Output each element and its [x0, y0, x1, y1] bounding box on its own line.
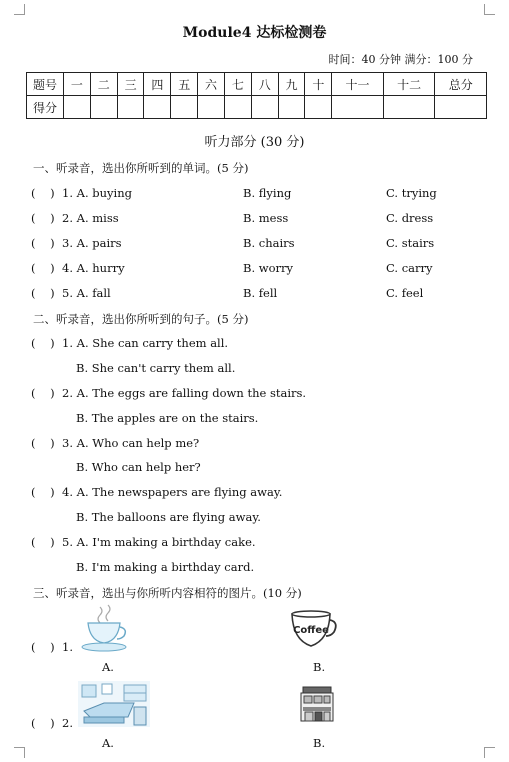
sentence-option-a: 1. A. She can carry them all.: [62, 336, 229, 350]
section2-heading: 二、听录音，选出你所听到的句子。(5 分): [33, 312, 249, 326]
time-info: 时间：40 分钟 满分：100 分: [328, 53, 473, 66]
section3-heading: 三、听录音，选出与你所听内容相符的图片。(10 分): [33, 586, 302, 600]
question-option-c: C. stairs: [386, 236, 435, 250]
score-input-cell[interactable]: [278, 96, 305, 119]
question-number: 2.: [62, 716, 73, 730]
question-option-c: C. dress: [386, 211, 434, 225]
corner-mark: [14, 4, 25, 15]
score-header-cell: 四: [144, 73, 171, 96]
sentence-option-b: B. The apples are on the stairs.: [76, 411, 259, 425]
score-input-cell[interactable]: [198, 96, 225, 119]
score-input-cell[interactable]: [171, 96, 198, 119]
score-header-cell: 三: [117, 73, 144, 96]
question-option-a: 5. A. fall: [62, 286, 111, 300]
sentence-option-b: B. I'm making a birthday card.: [76, 560, 255, 574]
score-header-cell: 一: [64, 73, 91, 96]
answer-paren[interactable]: ( ): [31, 535, 55, 549]
shop-building-image[interactable]: [299, 683, 335, 723]
score-header-row: [27, 73, 487, 96]
answer-paren[interactable]: ( ): [31, 436, 55, 450]
question-option-b: B. chairs: [243, 236, 295, 250]
score-input-cell[interactable]: [224, 96, 251, 119]
answer-paren[interactable]: ( ): [31, 640, 55, 654]
exam-title: Module4 达标检测卷: [182, 25, 327, 41]
corner-mark: [14, 747, 25, 758]
question-option-b: B. worry: [243, 261, 294, 275]
score-header-cell: 七: [224, 73, 251, 96]
coffee-text: Coffee: [293, 625, 329, 636]
score-input-cell[interactable]: [435, 96, 487, 119]
sentence-option-b: B. The balloons are flying away.: [76, 510, 261, 524]
score-header-cell: 十二: [383, 73, 435, 96]
score-value-row: [27, 96, 487, 119]
question-option-a: 4. A. hurry: [62, 261, 125, 275]
question-option-a: 3. A. pairs: [62, 236, 122, 250]
sentence-option-a: 4. A. The newspapers are flying away.: [62, 485, 283, 499]
score-input-cell[interactable]: [251, 96, 278, 119]
score-header-cell: 十: [305, 73, 332, 96]
question-option-a: 2. A. miss: [62, 211, 119, 225]
sentence-option-b: B. Who can help her?: [76, 460, 201, 474]
bedroom-image[interactable]: [78, 681, 150, 727]
coffee-cup-image[interactable]: [288, 608, 340, 652]
part-title: 听力部分 (30 分): [204, 135, 305, 150]
score-header-cell: 十一: [332, 73, 384, 96]
sentence-option-a: 2. A. The eggs are falling down the stairs.: [62, 386, 307, 400]
score-header-cell: 八: [251, 73, 278, 96]
score-input-cell[interactable]: [383, 96, 435, 119]
answer-paren[interactable]: ( ): [31, 485, 55, 499]
score-header-cell: 九: [278, 73, 305, 96]
answer-paren[interactable]: ( ): [31, 716, 55, 730]
corner-mark: [484, 747, 495, 758]
score-input-cell[interactable]: [64, 96, 91, 119]
corner-mark: [484, 4, 495, 15]
image-label-a: A.: [102, 660, 114, 674]
answer-paren[interactable]: ( ): [31, 261, 55, 275]
answer-paren[interactable]: ( ): [31, 336, 55, 350]
answer-paren[interactable]: ( ): [31, 386, 55, 400]
image-label-b: B.: [313, 660, 326, 674]
question-option-c: C. carry: [386, 261, 433, 275]
answer-paren[interactable]: ( ): [31, 211, 55, 225]
tea-cup-image[interactable]: [80, 603, 132, 653]
score-input-cell[interactable]: [144, 96, 171, 119]
question-number: 1.: [62, 640, 73, 654]
sentence-option-a: 3. A. Who can help me?: [62, 436, 200, 450]
score-header-cell: 总分: [435, 73, 487, 96]
question-option-b: B. fell: [243, 286, 278, 300]
question-option-b: B. mess: [243, 211, 289, 225]
score-table: [26, 72, 487, 119]
score-input-cell[interactable]: [90, 96, 117, 119]
score-row-label: 得分: [27, 96, 64, 119]
score-header-cell: 二: [90, 73, 117, 96]
score-header-cell: 五: [171, 73, 198, 96]
score-header-cell: 题号: [27, 73, 64, 96]
sentence-option-a: 5. A. I'm making a birthday cake.: [62, 535, 256, 549]
score-input-cell[interactable]: [332, 96, 384, 119]
score-input-cell[interactable]: [117, 96, 144, 119]
question-option-a: 1. A. buying: [62, 186, 132, 200]
question-option-c: C. feel: [386, 286, 424, 300]
answer-paren[interactable]: ( ): [31, 286, 55, 300]
score-input-cell[interactable]: [305, 96, 332, 119]
answer-paren[interactable]: ( ): [31, 186, 55, 200]
question-option-b: B. flying: [243, 186, 292, 200]
answer-paren[interactable]: ( ): [31, 236, 55, 250]
sentence-option-b: B. She can't carry them all.: [76, 361, 236, 375]
question-option-c: C. trying: [386, 186, 437, 200]
section1-heading: 一、听录音，选出你所听到的单词。(5 分): [33, 161, 249, 175]
score-header-cell: 六: [198, 73, 225, 96]
image-label-a: A.: [102, 736, 114, 750]
image-label-b: B.: [313, 736, 326, 750]
